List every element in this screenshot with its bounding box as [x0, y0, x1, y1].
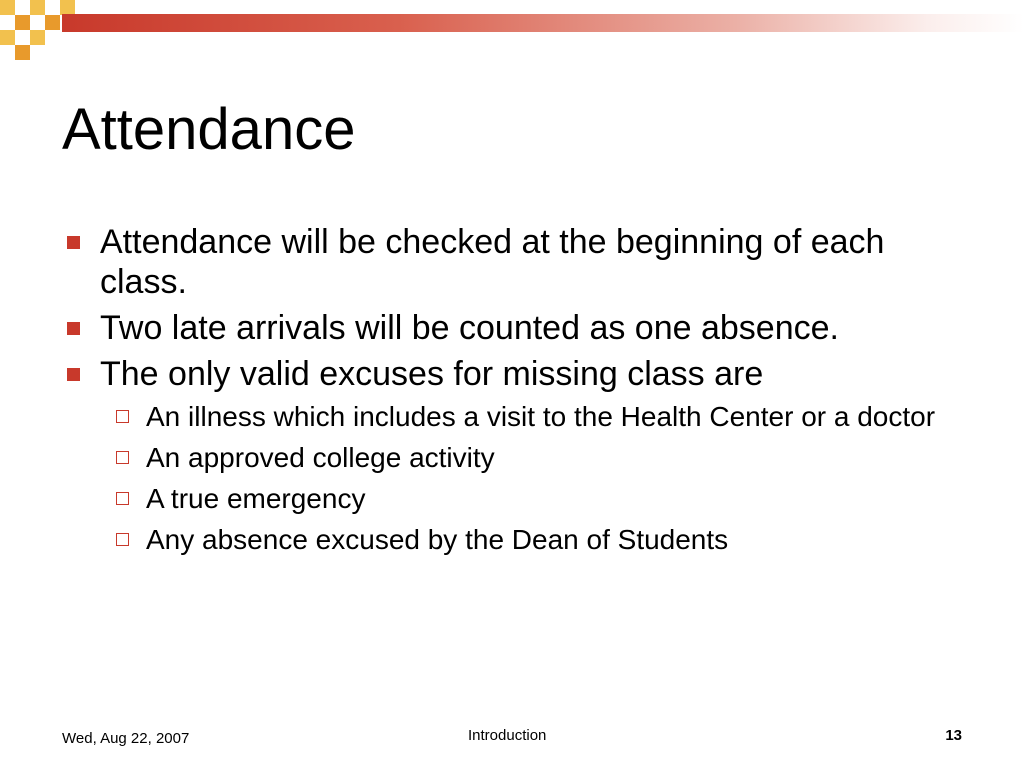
sub-bullet-text: A true emergency [146, 483, 366, 514]
sub-bullet-text: Any absence excused by the Dean of Students [146, 524, 729, 555]
footer-date: Wed, Aug 22, 2007 [62, 730, 190, 747]
hollow-square-bullet-icon [116, 410, 129, 423]
header-gradient-bar [62, 14, 1024, 32]
sub-bullet-text: An approved college activity [146, 442, 495, 473]
bullet-text: Two late arrivals will be counted as one absence. [100, 309, 839, 347]
hollow-square-bullet-icon [116, 492, 129, 505]
square-bullet-icon [67, 322, 80, 335]
footer-section: Introduction [468, 727, 547, 744]
sub-bullet-item [114, 523, 962, 556]
hollow-square-bullet-icon [116, 451, 129, 464]
sub-bullet-item [114, 441, 962, 474]
decorative-squares-logo [0, 0, 80, 64]
slide-content [62, 222, 962, 564]
sub-bullet-item [114, 400, 962, 433]
bullet-text: Attendance will be checked at the beginning of each class. [100, 223, 885, 301]
sub-bullet-item [114, 482, 962, 515]
bullet-item [62, 222, 962, 302]
sub-bullet-text: An illness which includes a visit to the Health Center or a doctor [146, 401, 936, 432]
bullet-item [62, 308, 962, 348]
bullet-item [62, 354, 962, 394]
hollow-square-bullet-icon [116, 533, 129, 546]
footer-page-number: 13 [945, 727, 962, 744]
slide-title: Attendance [62, 97, 356, 162]
square-bullet-icon [67, 368, 80, 381]
bullet-text: The only valid excuses for missing class are [100, 355, 764, 393]
square-bullet-icon [67, 236, 80, 249]
